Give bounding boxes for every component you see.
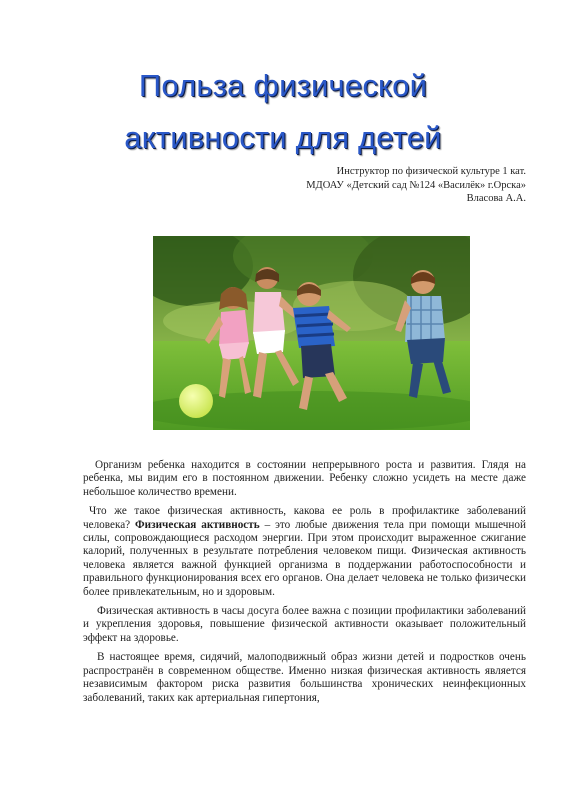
paragraph-3: Физическая активность в часы досуга более важна с позиции профилактики заболеваний и укрепления здоровья, повышение физической активности оказывает положительный эффект на здоровье.	[83, 605, 526, 644]
title-line-2: активности для детей	[124, 120, 442, 155]
article-body	[83, 459, 526, 711]
author-position: Инструктор по физической культуре 1 кат.	[336, 166, 526, 177]
title-line-1: Польза физической	[138, 68, 428, 103]
paragraph-1: Организм ребенка находится в состоянии непрерывного роста и развития. Глядя на ребенка, мы видим его в постоянном движении. Ребенку сложно усидеть на месте даже небольшое количество времени.	[83, 459, 526, 498]
term-physical-activity: Физическая активность	[135, 518, 260, 531]
children-playing-football-photo	[153, 236, 470, 430]
paragraph-2-lead: Что же такое физическая активность, какова ее роль в профилактике заболеваний человека?	[83, 505, 526, 531]
paragraph-4: В настоящее время, сидячий, малоподвижный образ жизни детей и подростков очень распространён в современном обществе. Именно низкая физическая активность является независимым фактором риска развития большинства хронических неинфекционных заболеваний, таких как артериальная гипертония,	[83, 651, 526, 704]
author-name: Власова А.А.	[466, 193, 526, 204]
author-block	[306, 165, 526, 206]
author-organization: МДОАУ «Детский сад №124 «Василёк» г.Орска»	[306, 179, 526, 191]
paragraph-2-definition: – это любые движения тела при помощи мышечной силы, сопровождающиеся расходом энергии. При этом происходит выраженное сжигание калорий, полученных в результате потребления человеком пищи. Физическая активность человека является важной функцией организма в поддержании работоспособности и правильного функционирования всех его органов. Она делает человека не только физически более привлекательным, но и здоровым.	[83, 518, 526, 598]
paragraph-2	[83, 505, 526, 599]
page-title	[0, 60, 566, 164]
